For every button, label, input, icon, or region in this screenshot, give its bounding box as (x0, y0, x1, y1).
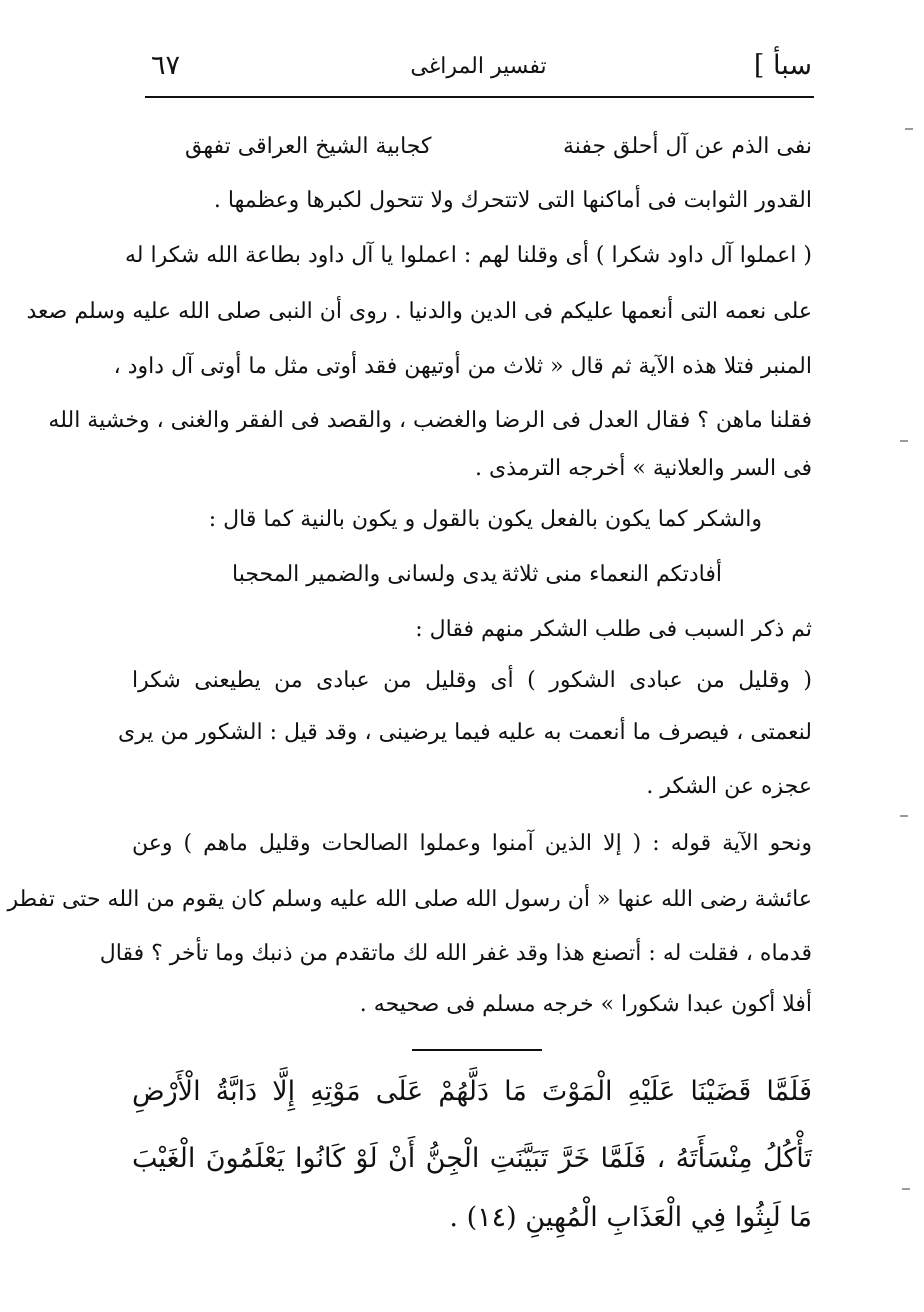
text-line: عائشة رضى الله عنها « أن رسول الله صلى الله عليه وسلم كان يقوم من الله حتى تفطر (7, 887, 812, 912)
text-line: لنعمتى ، فيصرف ما أنعمت به عليه فيما يرضينى ، وقد قيل : الشكور من يرى (118, 720, 812, 745)
scan-speck (902, 1188, 910, 1190)
poem-first-hemistich: أفادتكم النعماء منى ثلاثة (501, 562, 722, 587)
text-line: فقلنا ماهن ؟ فقال العدل فى الرضا والغضب ، والقصد فى الفقر والغنى ، وخشية الله (48, 408, 812, 433)
text-line: القدور الثوابت فى أماكنها التى لاتتحرك ولا تتحول لكبرها وعظمها . (213, 188, 812, 213)
header-book-title: تفسير المراغى (410, 54, 547, 79)
quran-verse-line: مَا لَبِثُوا فِي الْعَذَابِ الْمُهِينِ (١٤) . (449, 1202, 812, 1233)
text-line: أفلا أكون عبدا شكورا » خرجه مسلم فى صحيحه . (359, 992, 812, 1017)
poem-second-hemistich: يدى ولسانى والضمير المحجبا (232, 562, 498, 587)
text-line: والشكر كما يكون بالفعل يكون بالقول و يكون بالنية كما قال : (208, 507, 762, 532)
scan-speck (900, 440, 908, 442)
header-rule (145, 96, 814, 98)
text-line: عجزه عن الشكر . (646, 774, 812, 799)
poetic-line-first-hemistich: نفى الذم عن آل أحلق جفنة (562, 134, 812, 159)
poetic-line (185, 130, 812, 164)
header-page-number: ٦٧ (151, 50, 181, 81)
quran-verse-line: تَأْكُلُ مِنْسَأَتَهُ ، فَلَمَّا خَرَّ تَبَيَّنَتِ الْجِنُّ أَنْ لَوْ كَانُوا يَعْلَمُونَ الْغَيْبَ (132, 1143, 812, 1174)
text-line: ونحو الآية قوله : ( إلا الذين آمنوا وعملوا الصالحات وقليل ماهم ) وعن (132, 831, 812, 856)
text-line: ثم ذكر السبب فى طلب الشكر منهم فقال : (415, 617, 812, 642)
poem-verse (232, 558, 722, 592)
text-line: قدماه ، فقلت له : أتصنع هذا وقد غفر الله لك ماتقدم من ذنبك وما تأخر ؟ فقال (99, 941, 812, 966)
quran-verse-line: فَلَمَّا قَضَيْنَا عَلَيْهِ الْمَوْتَ مَا دَلَّهُمْ عَلَى مَوْتِهِ إِلَّا دَابَّةُ الْأَرْضِ (132, 1076, 812, 1107)
scan-speck (905, 128, 913, 130)
poetic-line-second-hemistich: كجابية الشيخ العراقى تفهق (185, 134, 432, 159)
header-surah-name: سبأ ] (753, 50, 812, 81)
text-line: فى السر والعلانية » أخرجه الترمذى . (475, 456, 812, 481)
text-line: على نعمه التى أنعمها عليكم فى الدين والدنيا . روى أن النبى صلى الله عليه وسلم صعد (26, 299, 812, 324)
text-line: ( وقليل من عبادى الشكور ) أى وقليل من عبادى من يطيعنى شكرا (132, 668, 812, 693)
section-divider (412, 1049, 542, 1051)
page-header (145, 40, 812, 94)
scan-speck (900, 815, 908, 817)
text-line: المنبر فتلا هذه الآية ثم قال « ثلاث من أوتيهن فقد أوتى مثل ما أوتى آل داود ، (113, 354, 812, 379)
text-line: ( اعملوا آل داود شكرا ) أى وقلنا لهم : اعملوا يا آل داود بطاعة الله شكرا له (124, 243, 812, 268)
